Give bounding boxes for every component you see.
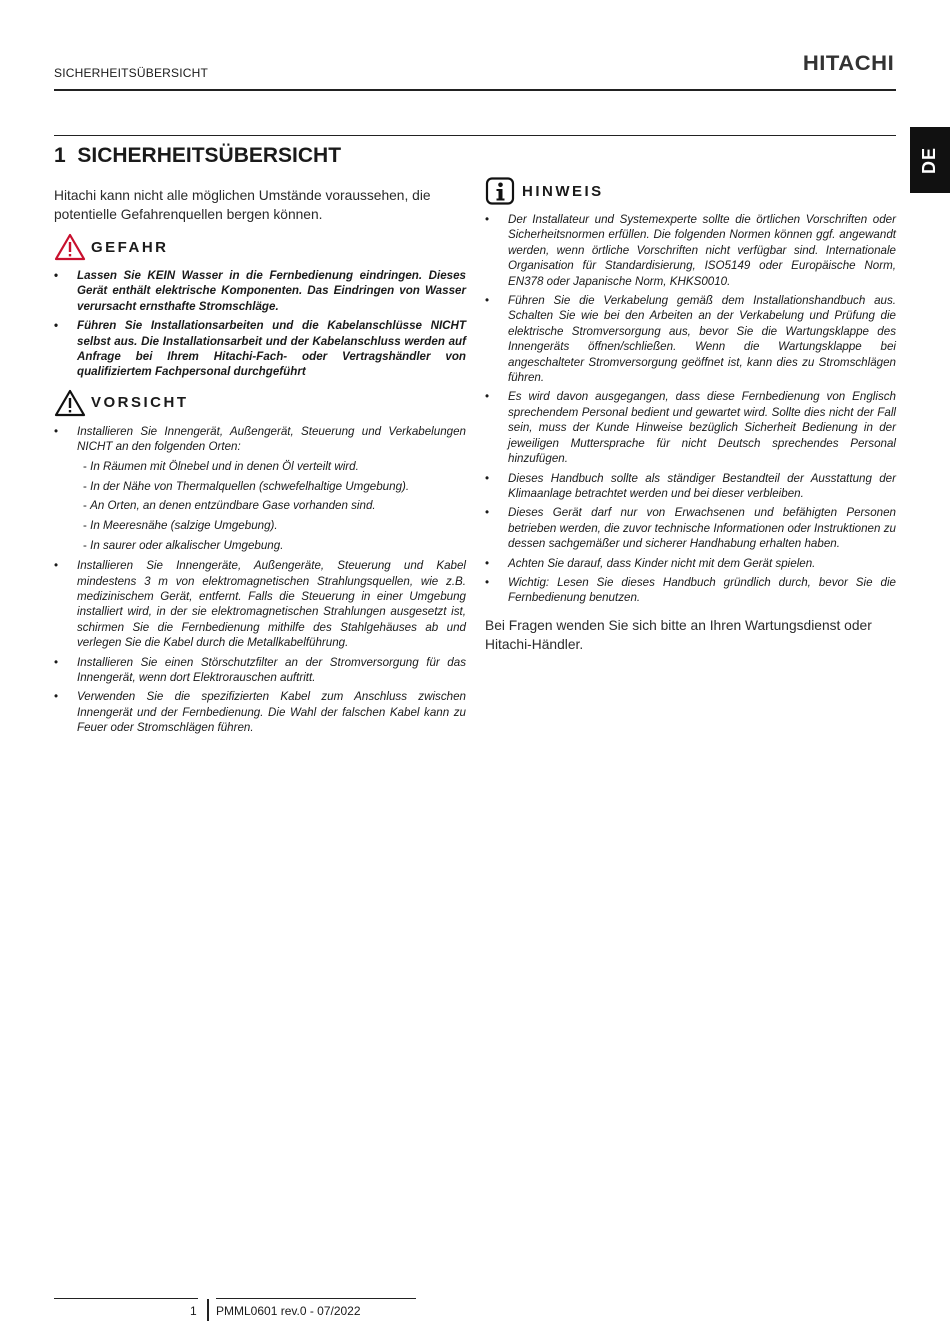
section-title <box>54 144 341 168</box>
note-item: • Dieses Gerät darf nur von Erwachsenen und befähigten Personen betrieben werden, die zuvor technische Informationen oder Instruktionen zu dessen sachgemäßer und sicherer Handhabung erhalten haben. <box>485 505 896 551</box>
language-tab-label: DE <box>919 146 940 174</box>
caution-item: • Installieren Sie einen Störschutzfilter an der Stromversorgung für das Innengerät, wenn dort Elektrorauschen auftritt. <box>54 655 466 686</box>
caution-triangle-icon <box>54 389 86 417</box>
caution-list <box>54 424 466 736</box>
note-item: • Wichtig: Lesen Sie dieses Handbuch gründlich durch, bevor Sie die Fernbedienung benutzen. <box>485 575 896 606</box>
running-header: SICHERHEITSÜBERSICHT <box>54 66 209 80</box>
note-label: HINWEIS <box>522 182 604 200</box>
section-divider <box>54 135 896 136</box>
document-code: PMML0601 rev.0 - 07/2022 <box>216 1304 361 1318</box>
section-number: 1 <box>54 144 66 167</box>
caution-item: • Verwenden Sie die spezifizierten Kabel zum Anschluss zwischen Innengerät und der Fernbedienung. Die Wahl der falschen Kabel kann zu Feuer oder Stromschlägen führen. <box>54 689 466 735</box>
caution-location: - In der Nähe von Thermalquellen (schwefelhaltige Umgebung). <box>77 479 466 494</box>
header-divider <box>54 89 896 91</box>
caution-location-list <box>77 459 466 554</box>
note-item: • Der Installateur und Systemexperte sollte die örtlichen Vorschriften oder Sicherheitsnormen erfüllen. Die folgenden Normen können ggf. angewandt werden, wenn örtliche Vorschriften nicht verfügbar sind. Internationale Organisation für Standardisierung, ISO5149 oder Europäische Norm, EN378 oder Japanische Norm, KHKS0010. <box>485 212 896 289</box>
caution-label: VORSICHT <box>91 394 189 412</box>
right-column <box>485 176 896 655</box>
danger-label: GEFAHR <box>91 238 169 256</box>
caution-item: • Installieren Sie Innengeräte, Außengeräte, Steuerung und Kabel mindestens 3 m von elektromagnetischen Strahlungsquellen, wie z.B. medizinischem Gerät, entfernt. Falls die Steuerung in einer Umgebung installiert wird, in der sie elektromagnetischen Strahlungen ausgesetzt ist, schirmen Sie die Fernbedienung mithilfe des Stahlgehäuses ab und verlegen Sie die Kabel durch die Metallkabelführung. <box>54 558 466 650</box>
note-heading <box>485 176 896 206</box>
closing-paragraph: Bei Fragen wenden Sie sich bitte an Ihren Wartungsdienst oder Hitachi-Händler. <box>485 617 872 653</box>
note-item: • Führen Sie die Verkabelung gemäß dem Installationshandbuch aus. Schalten Sie wie bei den Arbeiten an der Verkabelung und Prüfung die elektrische Stromversorgung aus, bevor Sie die Wartungsklappe des Innengeräts öffnen/schließen. Wenn die Wartungsklappe bei angeschalteter Stromversorgung geöffnet ist, kann dies zu Stromschlägen führen. <box>485 293 896 385</box>
note-item: • Achten Sie darauf, dass Kinder nicht mit dem Gerät spielen. <box>485 556 896 571</box>
caution-item-text: Installieren Sie Innengerät, Außengerät, Steuerung und Verkabelungen NICHT an den folgenden Orten: <box>77 424 466 454</box>
footer-rule-left <box>54 1298 198 1299</box>
left-column <box>54 186 466 742</box>
danger-triangle-icon <box>54 233 86 261</box>
caution-heading <box>54 388 466 418</box>
note-item: • Es wird davon ausgegangen, dass diese Fernbedienung von Englisch sprechendem Personal bedient und gewartet wird. Sollte dies nicht der Fall sein, muss der Kunde Hinweise bezüglich Sicherheit Bedienung in der jeweiligen Muttersprache für nicht Deutsch sprechendes Personal hinzufügen. <box>485 389 896 466</box>
hitachi-logo: HITACHI <box>802 52 895 75</box>
info-box-icon <box>485 177 517 205</box>
language-tab <box>910 127 950 193</box>
danger-heading <box>54 232 466 262</box>
intro-paragraph: Hitachi kann nicht alle möglichen Umstände voraussehen, die potentielle Gefahrenquellen bergen können. <box>54 188 431 222</box>
section-title-text: SICHERHEITSÜBERSICHT <box>77 144 342 167</box>
note-list <box>485 212 896 606</box>
caution-location: - An Orten, an denen entzündbare Gase vorhanden sind. <box>77 498 466 513</box>
caution-location: - In Räumen mit Ölnebel und in denen Öl verteilt wird. <box>77 459 466 474</box>
footer-separator <box>207 1299 209 1321</box>
caution-item <box>54 424 466 554</box>
danger-item: • Lassen Sie KEIN Wasser in die Fernbedienung eindringen. Dieses Gerät enthält elektrische Komponenten. Das Eindringen von Wasser verursacht ernsthafte Stromschläge. <box>54 268 466 314</box>
footer-rule-right <box>216 1298 416 1299</box>
caution-location: - In saurer oder alkalischer Umgebung. <box>77 538 466 553</box>
page-number: 1 <box>190 1304 197 1318</box>
note-item: • Dieses Handbuch sollte als ständiger Bestandteil der Ausstattung der Klimaanlage betrachtet werden und bei dieser verbleiben. <box>485 471 896 502</box>
danger-list <box>54 268 466 380</box>
danger-item: • Führen Sie Installationsarbeiten und die Kabelanschlüsse NICHT selbst aus. Die Installationsarbeit und der Kabelanschluss werden auf Anfrage bei Ihrem Hitachi-Fach- oder Vertragshändler von qualifiziertem Fachpersonal durchgeführt <box>54 318 466 380</box>
caution-location: - In Meeresnähe (salzige Umgebung). <box>77 518 466 533</box>
